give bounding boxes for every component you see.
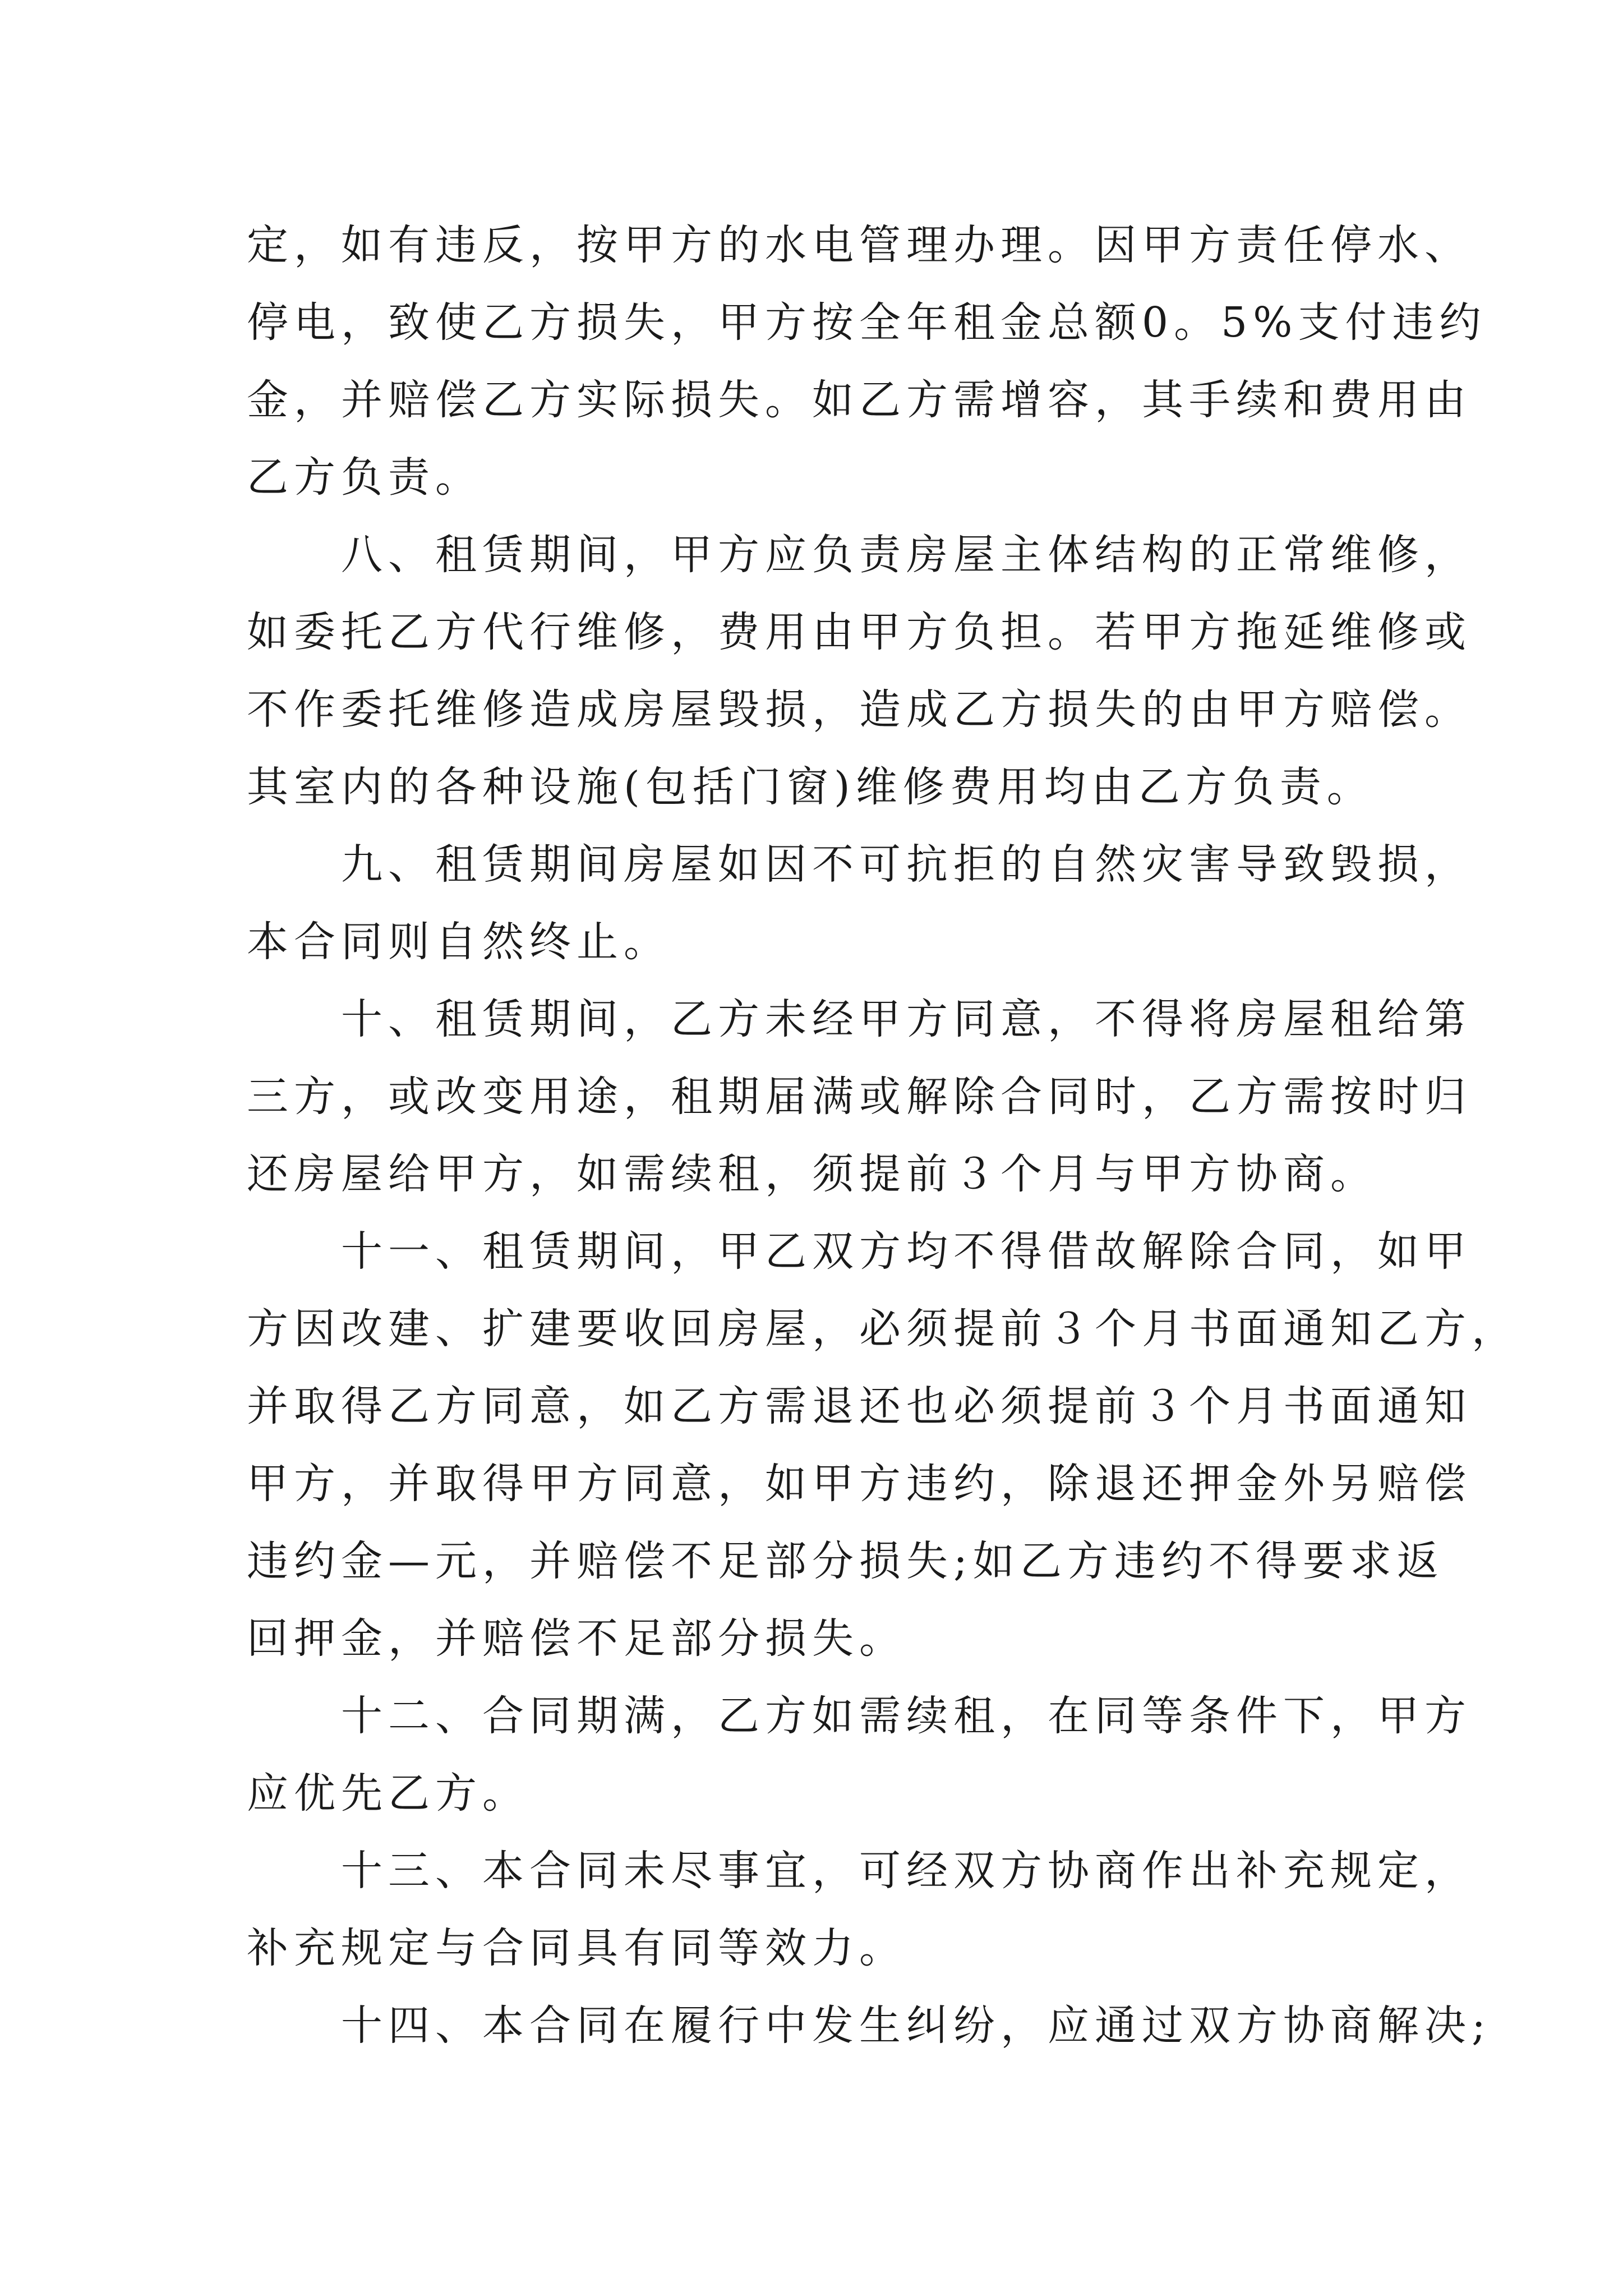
- clause-nine: [247, 826, 1472, 981]
- clause-eleven: [247, 1213, 1519, 1677]
- clause-fourteen: [247, 1987, 1491, 2064]
- paragraph-line: 金，并赔偿乙方实际损失。如乙方需增容，其手续和费用由: [247, 376, 1472, 424]
- paragraph-utilities: [247, 206, 1487, 516]
- clause-thirteen: [247, 1832, 1472, 1987]
- paragraph-line: 不作委托维修造成房屋毁损，造成乙方损失的由甲方赔偿。: [247, 685, 1472, 734]
- paragraph-line: 违约金—元，并赔偿不足部分损失;如乙方违约不得要求返: [247, 1537, 1444, 1585]
- paragraph-line: 其室内的各种设施(包括门窗)维修费用均由乙方负责。: [247, 763, 1374, 811]
- paragraph-line: 十四、本合同在履行中发生纠纷，应通过双方协商解决;: [341, 2001, 1491, 2050]
- paragraph-line: 定，如有违反，按甲方的水电管理办理。因甲方责任停水、: [247, 221, 1472, 269]
- paragraph-line: 如委托乙方代行维修，费用由甲方负担。若甲方拖延维修或: [247, 608, 1472, 656]
- paragraph-line: 十二、合同期满，乙方如需续租，在同等条件下，甲方: [341, 1692, 1472, 1740]
- contract-body: [247, 206, 1519, 2064]
- paragraph-line: 十一、租赁期间，甲乙双方均不得借故解除合同，如甲: [341, 1227, 1472, 1276]
- paragraph-line: 本合同则自然终止。: [247, 918, 671, 966]
- paragraph-line: 还房屋给甲方，如需续租，须提前３个月与甲方协商。: [247, 1150, 1377, 1198]
- clause-twelve: [247, 1677, 1472, 1832]
- paragraph-line: 应优先乙方。: [247, 1769, 529, 1818]
- paragraph-line: 回押金，并赔偿不足部分损失。: [247, 1614, 906, 1663]
- paragraph-line: 停电，致使乙方损失，甲方按全年租金总额0。5%支付违约: [247, 298, 1487, 347]
- paragraph-line: 方因改建、扩建要收回房屋，必须提前３个月书面通知乙方，: [247, 1305, 1519, 1353]
- clause-ten: [247, 981, 1472, 1213]
- paragraph-line: 九、租赁期间房屋如因不可抗拒的自然灾害导致毁损，: [341, 840, 1472, 889]
- paragraph-line: 乙方负责。: [247, 453, 482, 501]
- paragraph-line: 十、租赁期间，乙方未经甲方同意，不得将房屋租给第: [341, 995, 1472, 1043]
- paragraph-line: 三方，或改变用途，租期届满或解除合同时，乙方需按时归: [247, 1073, 1472, 1121]
- paragraph-line: 并取得乙方同意，如乙方需退还也必须提前３个月书面通知: [247, 1382, 1472, 1430]
- paragraph-line: 八、租赁期间，甲方应负责房屋主体结构的正常维修，: [341, 531, 1472, 579]
- paragraph-line: 甲方，并取得甲方同意，如甲方违约，除退还押金外另赔偿: [247, 1460, 1472, 1508]
- paragraph-line: 十三、本合同未尽事宜，可经双方协商作出补充规定，: [341, 1847, 1472, 1895]
- paragraph-line: 补充规定与合同具有同等效力。: [247, 1924, 906, 1972]
- clause-eight: [247, 516, 1472, 826]
